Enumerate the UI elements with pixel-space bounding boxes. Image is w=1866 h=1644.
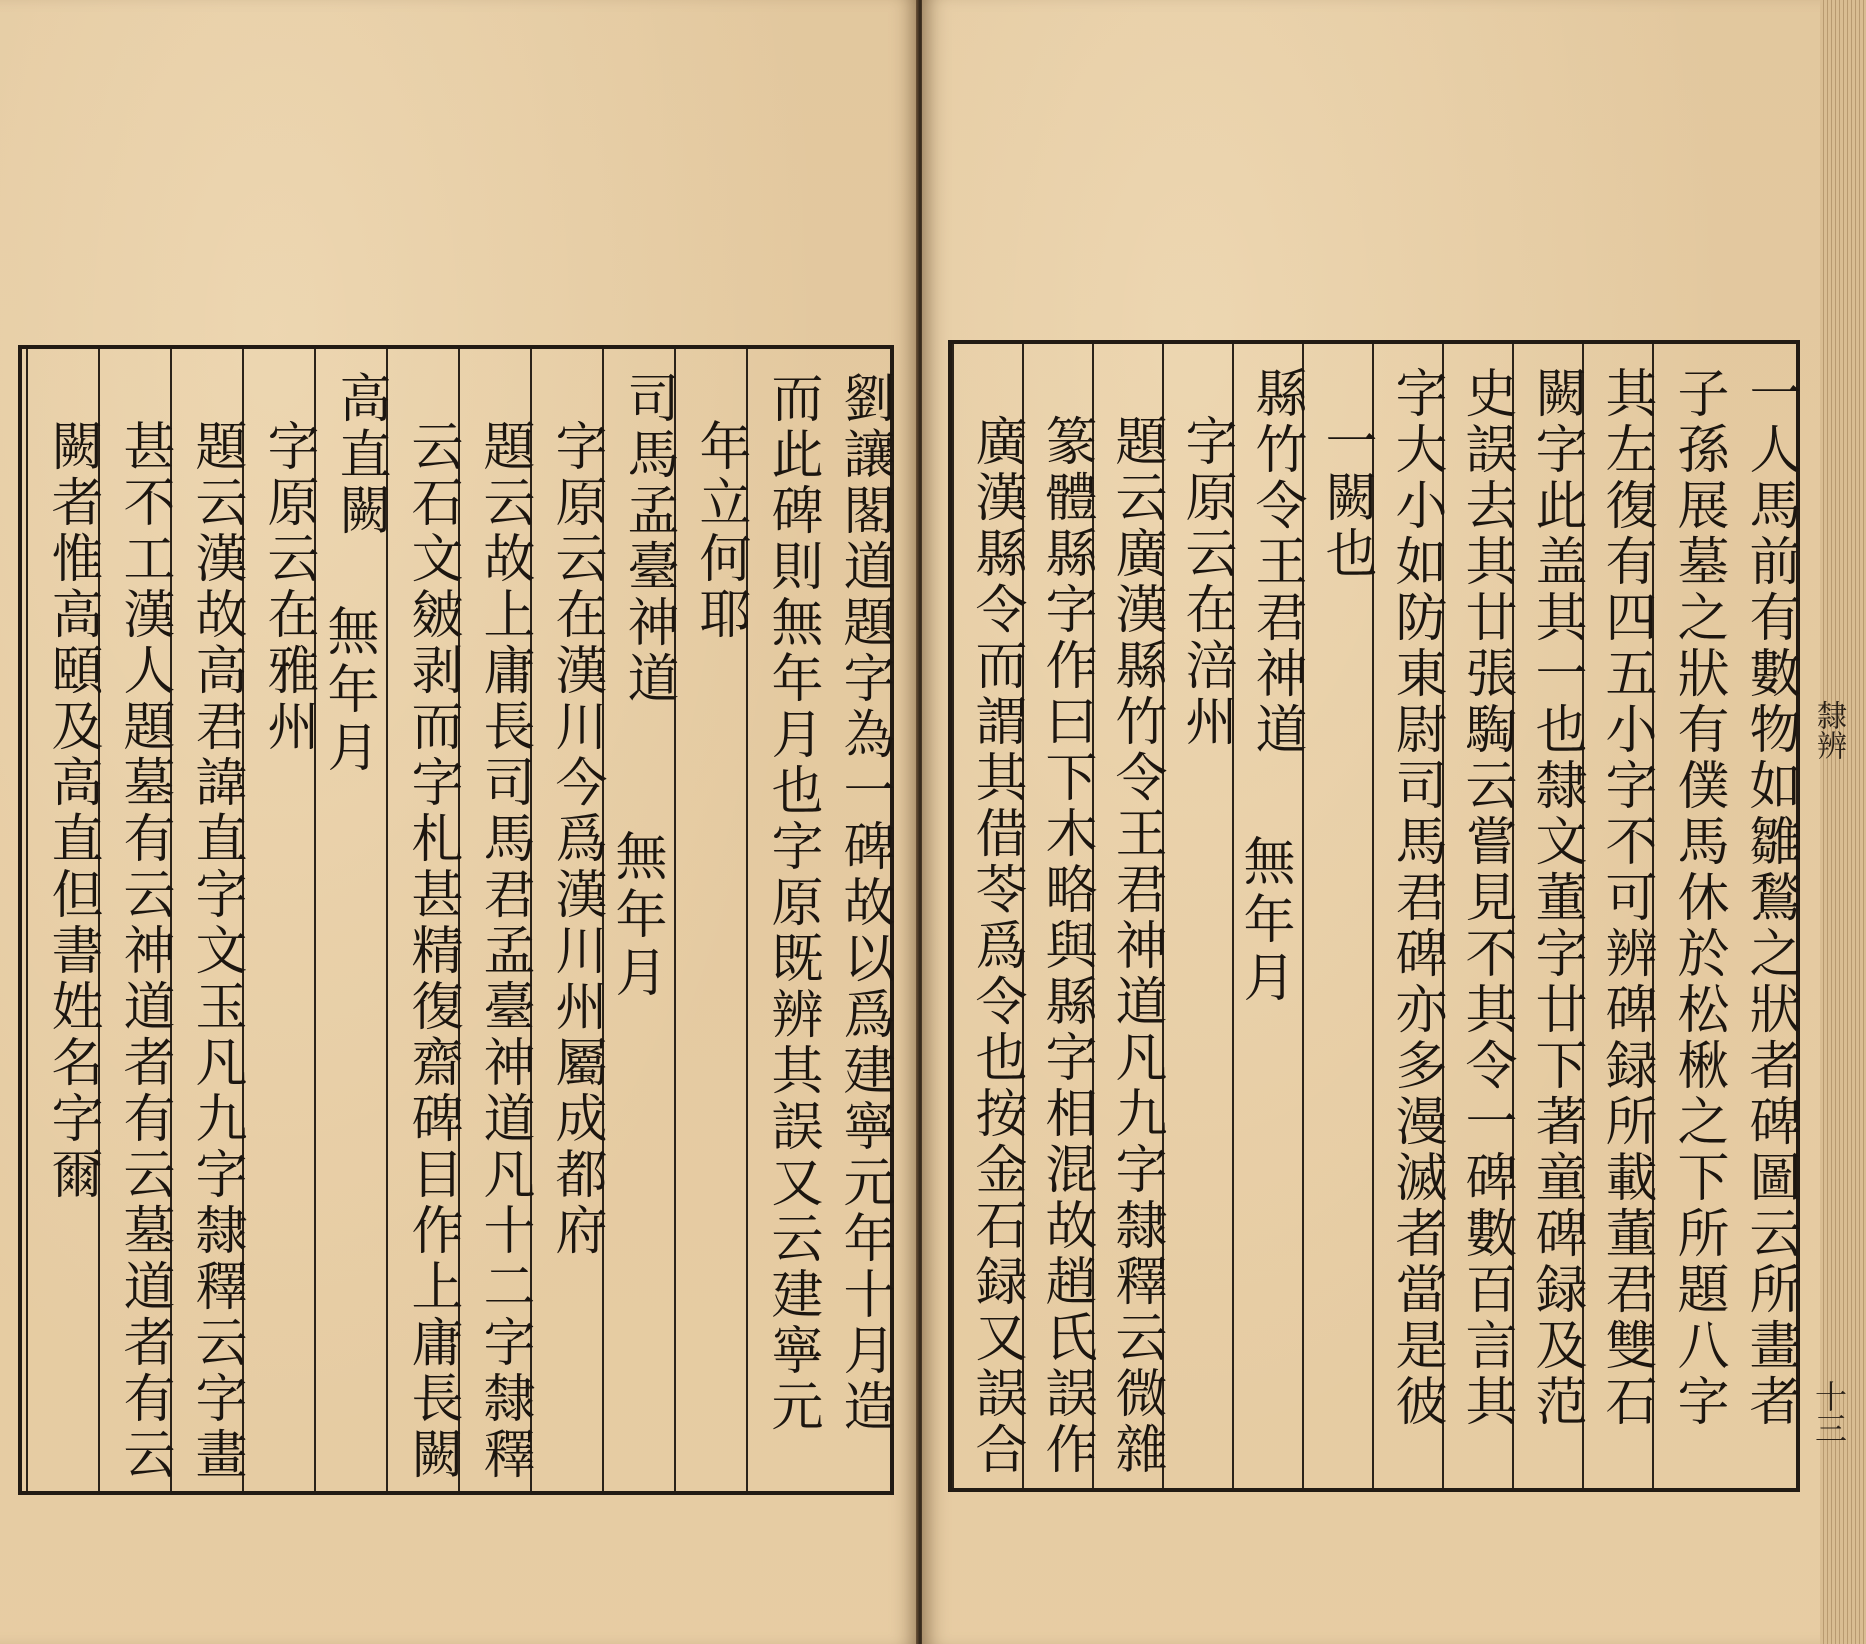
text-column — [1724, 344, 1800, 1488]
column-note: 無年月 — [1234, 834, 1294, 1008]
column-text: 題云廣漢縣竹令王君神道凡九字隸釋云微雜 — [1106, 414, 1166, 1478]
column-text: 司馬孟臺神道 — [618, 371, 678, 707]
text-column — [1512, 344, 1586, 1488]
column-text: 史誤去其廿張騊云嘗見不其令一碑數百言其 — [1456, 366, 1516, 1430]
text-column — [1022, 344, 1096, 1488]
column-text: 年立何耶 — [690, 419, 750, 643]
right-text-frame — [948, 340, 1800, 1492]
column-text: 子孫展墓之狀有僕馬休於松楸之下所題八字 — [1668, 366, 1728, 1430]
text-column — [458, 349, 534, 1491]
column-text: 甚不工漢人題墓有云神道者有云墓道者有云 — [114, 419, 174, 1483]
text-column — [1442, 344, 1516, 1488]
column-text: 字原云在雅州 — [258, 419, 318, 755]
text-column — [602, 349, 678, 1491]
folio-number: 十三 — [1810, 1380, 1848, 1444]
text-column — [98, 349, 174, 1491]
text-column — [1372, 344, 1446, 1488]
text-column — [952, 344, 1026, 1488]
text-column — [386, 349, 462, 1491]
column-text: 劉讓閣道題字為一碑故以爲建寧元年十月造 — [834, 371, 894, 1435]
column-text: 字原云在漢川今爲漢川州屬成都府 — [546, 419, 606, 1259]
column-text: 題云故上庸長司馬君孟臺神道凡十二字隸釋 — [474, 419, 534, 1483]
text-column — [818, 349, 894, 1491]
text-column — [1652, 344, 1728, 1488]
text-column — [1162, 344, 1236, 1488]
column-text: 字原云在涪州 — [1176, 414, 1236, 750]
text-column — [242, 349, 318, 1491]
column-text: 高直闕 — [330, 371, 390, 539]
left-text-frame — [18, 345, 894, 1495]
column-text: 其左復有四五小字不可辨碑録所載董君雙石 — [1596, 366, 1656, 1430]
margin-title: 隸辨 — [1811, 700, 1846, 760]
text-column — [674, 349, 750, 1491]
text-column — [170, 349, 246, 1491]
column-text: 一人馬前有數物如雛鶖之狀者碑圖云所畫者 — [1740, 366, 1800, 1430]
column-note: 無年月 — [318, 604, 378, 778]
text-column — [1582, 344, 1656, 1488]
column-text: 闕字此盖其一也隸文董字廿下著童碑録及范 — [1526, 366, 1586, 1430]
text-column — [1232, 344, 1306, 1488]
text-column — [26, 349, 102, 1491]
text-column — [314, 349, 390, 1491]
column-text: 字大小如防東尉司馬君碑亦多漫滅者當是彼 — [1386, 366, 1446, 1430]
column-note: 無年月 — [606, 829, 666, 1003]
text-column — [1302, 344, 1376, 1488]
column-text: 闕者惟高頤及高直但書姓名字爾 — [42, 419, 102, 1203]
column-text: 而此碑則無年月也字原既辨其誤又云建寧元 — [762, 371, 822, 1435]
column-text: 一闕也 — [1316, 414, 1376, 582]
column-text: 篆體縣字作曰下木略與縣字相混故趙氏誤作 — [1036, 414, 1096, 1478]
column-text: 題云漢故高君諱直字文玉凡九字隸釋云字畫 — [186, 419, 246, 1483]
column-text: 云石文皴剥而字札甚精復齋碑目作上庸長闕 — [402, 419, 462, 1483]
text-column — [746, 349, 822, 1491]
column-text: 廣漢縣令而謂其借苓爲令也按金石録又誤合 — [966, 414, 1026, 1478]
text-column — [1092, 344, 1166, 1488]
text-column — [530, 349, 606, 1491]
column-text: 縣竹令王君神道 — [1246, 366, 1306, 758]
